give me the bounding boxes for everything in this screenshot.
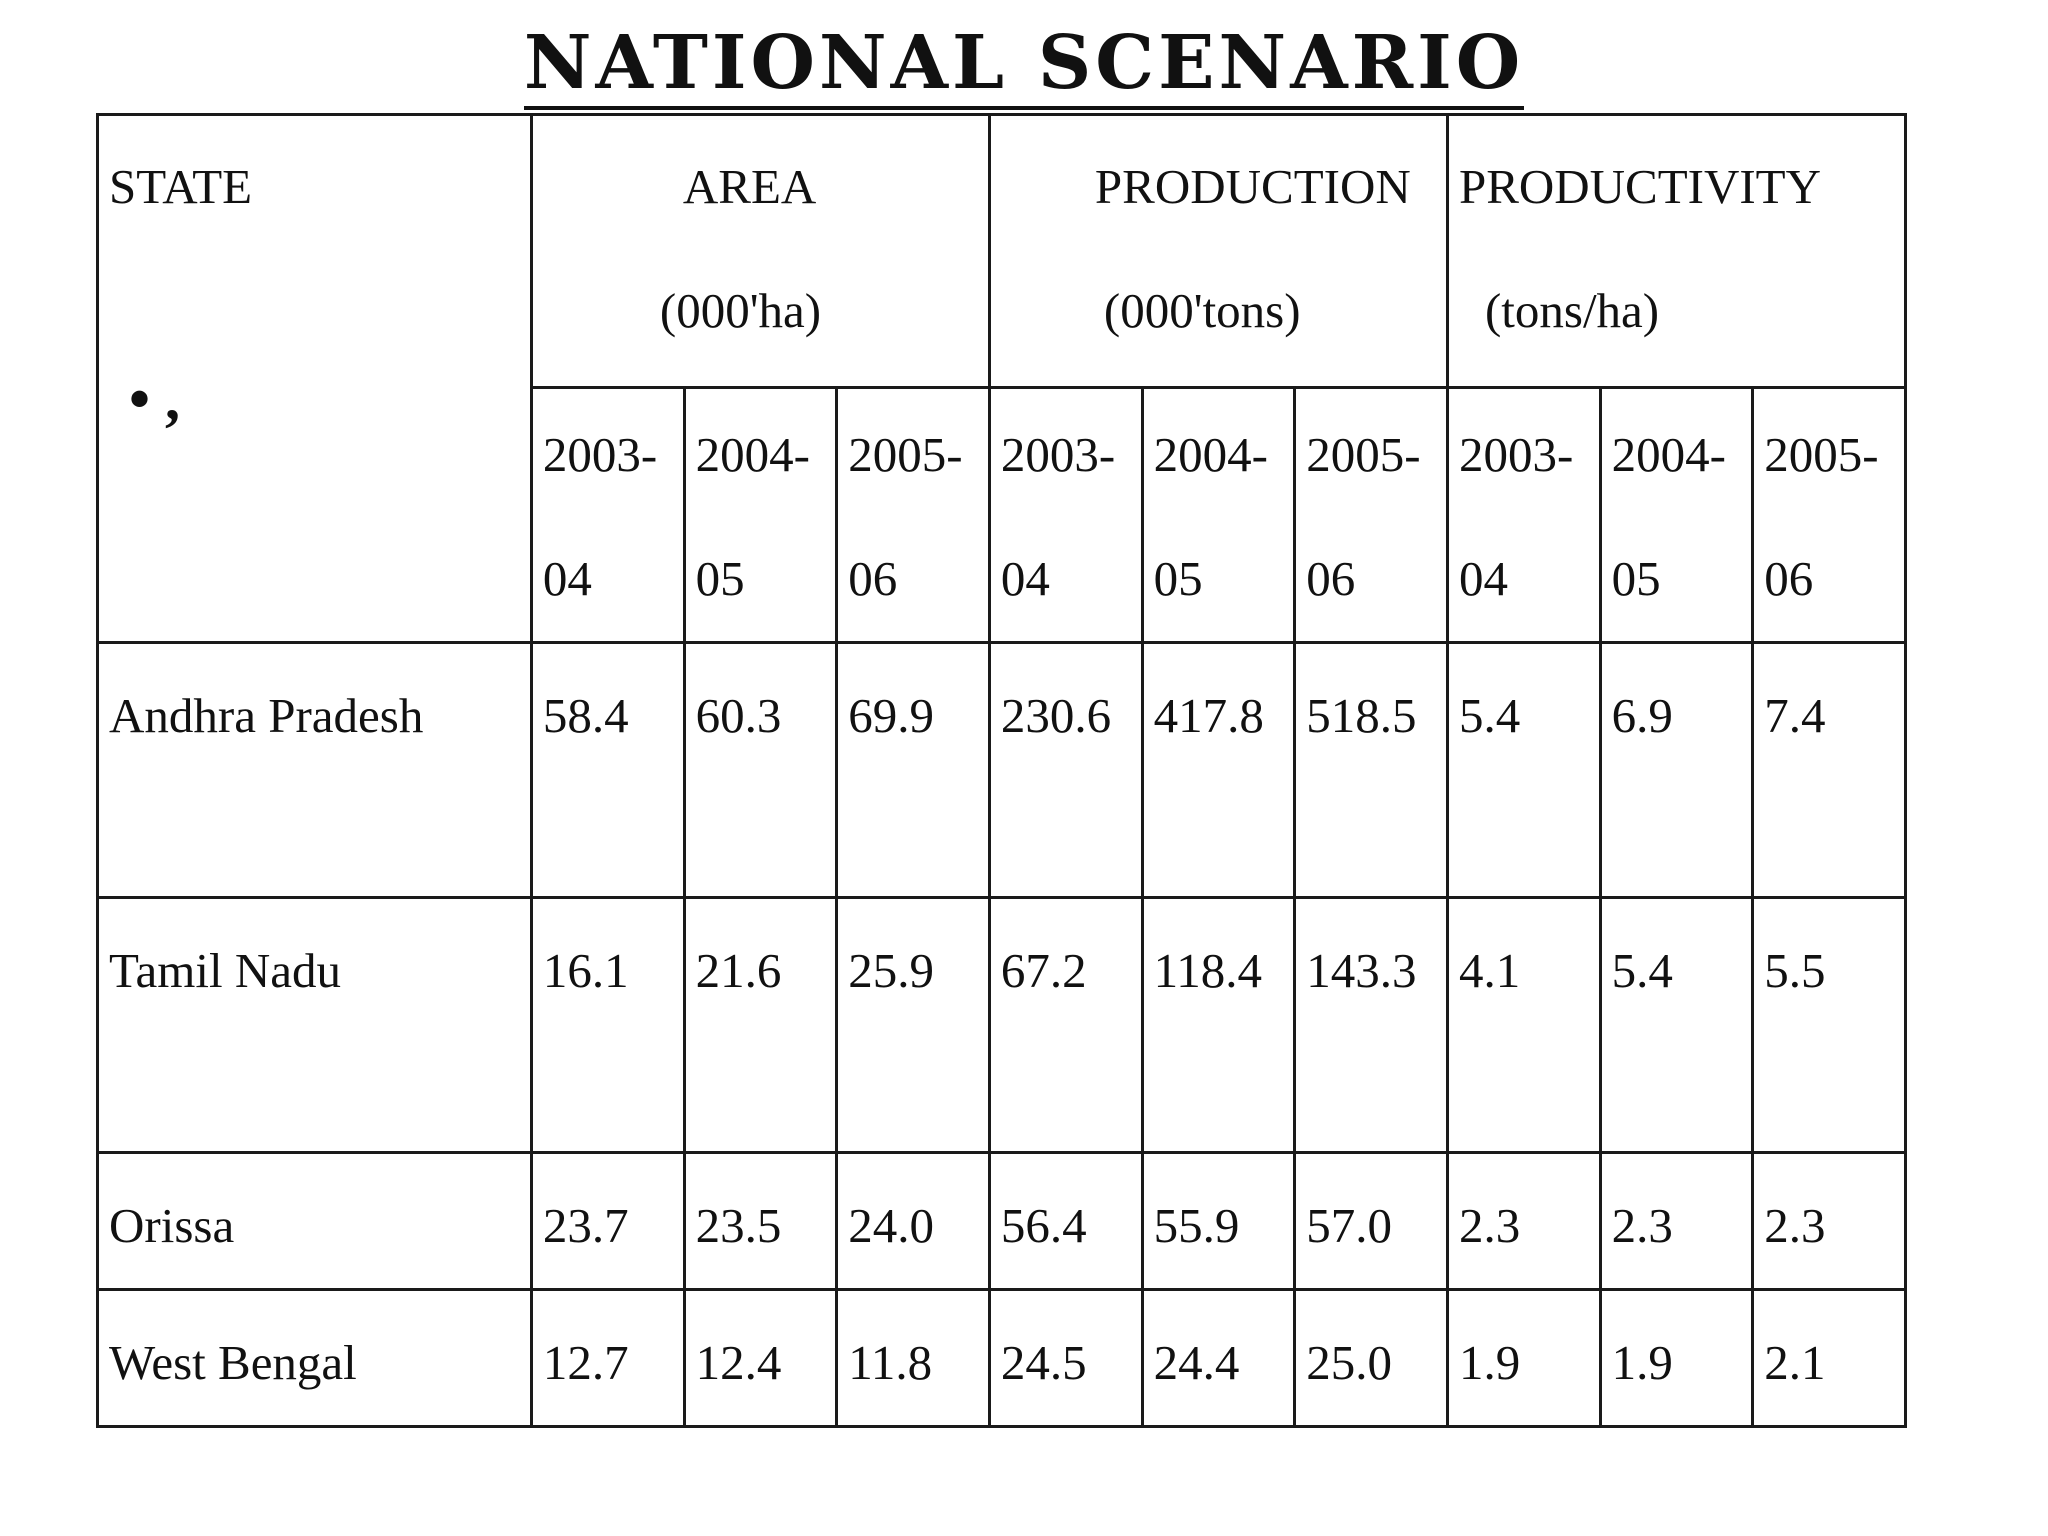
year-header-cell bbox=[531, 388, 684, 643]
value-cell bbox=[531, 643, 684, 898]
value-cell bbox=[837, 643, 990, 898]
state-name: Tamil Nadu bbox=[109, 943, 341, 998]
production-header-label: PRODUCTION bbox=[1094, 159, 1411, 214]
value-cell bbox=[1295, 643, 1448, 898]
cell-value: 25.9 bbox=[848, 943, 934, 998]
state-header-label: STATE bbox=[109, 159, 253, 214]
cell-value: 4.1 bbox=[1458, 943, 1521, 998]
value-cell bbox=[684, 1290, 837, 1427]
productivity-header-unit: (tons/ha) bbox=[1484, 283, 1660, 338]
cell-value: 23.5 bbox=[695, 1198, 782, 1253]
value-cell bbox=[1142, 643, 1295, 898]
table-row bbox=[98, 1153, 1906, 1290]
year-start: 2003- bbox=[1458, 427, 1574, 482]
value-cell bbox=[1447, 643, 1600, 898]
state-name: Andhra Pradesh bbox=[109, 688, 424, 743]
cell-value: 58.4 bbox=[542, 688, 629, 743]
cell-value: 57.0 bbox=[1306, 1198, 1393, 1253]
cell-value: 56.4 bbox=[1000, 1198, 1087, 1253]
cell-value: 21.6 bbox=[695, 943, 782, 998]
value-cell bbox=[1447, 1290, 1600, 1427]
cell-value: 2.3 bbox=[1611, 1198, 1673, 1253]
year-start: 2004- bbox=[1153, 427, 1268, 482]
value-cell bbox=[837, 1290, 990, 1427]
cell-value: 12.7 bbox=[542, 1335, 629, 1390]
table-header-row bbox=[98, 115, 1906, 388]
cell-value: 1.9 bbox=[1611, 1335, 1673, 1390]
state-cell bbox=[98, 1153, 532, 1290]
year-end: 04 bbox=[1458, 551, 1508, 606]
year-end: 05 bbox=[695, 551, 745, 606]
area-header-cell bbox=[531, 115, 989, 388]
state-cell bbox=[98, 898, 532, 1153]
state-name: Orissa bbox=[109, 1198, 235, 1253]
value-cell bbox=[1600, 898, 1753, 1153]
cell-value: 5.5 bbox=[1764, 943, 1826, 998]
cell-value: 2.1 bbox=[1764, 1335, 1826, 1390]
value-cell bbox=[1295, 1153, 1448, 1290]
value-cell bbox=[1295, 898, 1448, 1153]
value-cell bbox=[1753, 898, 1906, 1153]
cell-value: 5.4 bbox=[1611, 943, 1673, 998]
value-cell bbox=[1753, 1153, 1906, 1290]
year-header-cell bbox=[837, 388, 990, 643]
cell-value: 24.5 bbox=[1000, 1335, 1087, 1390]
year-start: 2004- bbox=[1611, 427, 1726, 482]
year-start: 2005- bbox=[848, 427, 963, 482]
state-cell bbox=[98, 1290, 532, 1427]
area-header-label: AREA bbox=[682, 159, 817, 214]
value-cell bbox=[1447, 898, 1600, 1153]
value-cell bbox=[989, 1153, 1142, 1290]
value-cell bbox=[989, 1290, 1142, 1427]
value-cell bbox=[531, 1290, 684, 1427]
year-header-cell bbox=[989, 388, 1142, 643]
value-cell bbox=[1600, 1153, 1753, 1290]
year-start: 2004- bbox=[695, 427, 810, 482]
state-cell bbox=[98, 643, 532, 898]
productivity-header-cell bbox=[1447, 115, 1905, 388]
value-cell bbox=[1753, 643, 1906, 898]
page-title-text: NATIONAL SCENARIO bbox=[524, 20, 1524, 110]
stray-marks: • , bbox=[129, 366, 181, 432]
year-end: 06 bbox=[1306, 551, 1356, 606]
table-row bbox=[98, 898, 1906, 1153]
cell-value: 7.4 bbox=[1764, 688, 1826, 743]
year-start: 2003- bbox=[1000, 427, 1116, 482]
value-cell bbox=[684, 898, 837, 1153]
year-header-cell bbox=[1753, 388, 1906, 643]
cell-value: 60.3 bbox=[695, 688, 782, 743]
value-cell bbox=[1447, 1153, 1600, 1290]
value-cell bbox=[837, 898, 990, 1153]
value-cell bbox=[1142, 1153, 1295, 1290]
cell-value: 67.2 bbox=[1000, 943, 1087, 998]
cell-value: 230.6 bbox=[1000, 688, 1112, 743]
page-title bbox=[0, 18, 2048, 108]
cell-value: 518.5 bbox=[1306, 688, 1417, 743]
state-header-cell bbox=[98, 115, 532, 643]
year-end: 05 bbox=[1153, 551, 1203, 606]
year-header-cell bbox=[1447, 388, 1600, 643]
year-end: 04 bbox=[542, 551, 592, 606]
year-end: 06 bbox=[848, 551, 898, 606]
value-cell bbox=[1600, 643, 1753, 898]
value-cell bbox=[1142, 1290, 1295, 1427]
year-start: 2003- bbox=[542, 427, 658, 482]
value-cell bbox=[1600, 1290, 1753, 1427]
value-cell bbox=[1142, 898, 1295, 1153]
value-cell bbox=[684, 1153, 837, 1290]
year-start: 2005- bbox=[1764, 427, 1879, 482]
cell-value: 417.8 bbox=[1153, 688, 1264, 743]
year-header-cell bbox=[1600, 388, 1753, 643]
cell-value: 118.4 bbox=[1153, 943, 1263, 998]
table-row bbox=[98, 1290, 1906, 1427]
cell-value: 11.8 bbox=[848, 1335, 933, 1390]
productivity-header-label: PRODUCTIVITY bbox=[1458, 159, 1821, 214]
year-end: 06 bbox=[1764, 551, 1814, 606]
value-cell bbox=[989, 898, 1142, 1153]
area-header-unit: (000'ha) bbox=[659, 283, 822, 338]
cell-value: 23.7 bbox=[542, 1198, 629, 1253]
value-cell bbox=[531, 1153, 684, 1290]
cell-value: 16.1 bbox=[542, 943, 629, 998]
value-cell bbox=[531, 898, 684, 1153]
cell-value: 1.9 bbox=[1458, 1335, 1521, 1390]
value-cell bbox=[1295, 1290, 1448, 1427]
production-header-unit: (000'tons) bbox=[1103, 283, 1301, 338]
value-cell bbox=[837, 1153, 990, 1290]
year-header-cell bbox=[1295, 388, 1448, 643]
cell-value: 2.3 bbox=[1458, 1198, 1521, 1253]
cell-value: 2.3 bbox=[1764, 1198, 1826, 1253]
cell-value: 69.9 bbox=[848, 688, 934, 743]
cell-value: 12.4 bbox=[695, 1335, 782, 1390]
cell-value: 55.9 bbox=[1153, 1198, 1240, 1253]
year-start: 2005- bbox=[1306, 427, 1421, 482]
year-end: 04 bbox=[1000, 551, 1050, 606]
cell-value: 5.4 bbox=[1458, 688, 1521, 743]
year-header-cell bbox=[684, 388, 837, 643]
state-name: West Bengal bbox=[109, 1335, 357, 1390]
cell-value: 143.3 bbox=[1306, 943, 1417, 998]
value-cell bbox=[684, 643, 837, 898]
year-header-cell bbox=[1142, 388, 1295, 643]
cell-value: 25.0 bbox=[1306, 1335, 1393, 1390]
table-row bbox=[98, 643, 1906, 898]
cell-value: 24.4 bbox=[1153, 1335, 1240, 1390]
cell-value: 6.9 bbox=[1611, 688, 1673, 743]
scenario-table bbox=[96, 113, 1907, 1428]
cell-value: 24.0 bbox=[848, 1198, 934, 1253]
production-header-cell bbox=[989, 115, 1447, 388]
year-end: 05 bbox=[1611, 551, 1661, 606]
value-cell bbox=[989, 643, 1142, 898]
value-cell bbox=[1753, 1290, 1906, 1427]
